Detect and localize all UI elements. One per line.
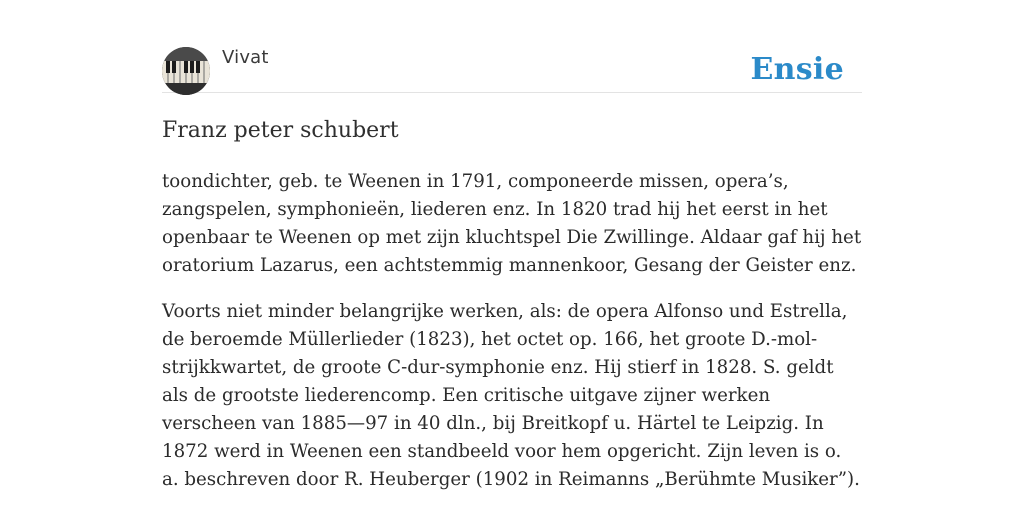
author-name[interactable]: Vivat: [222, 47, 269, 68]
article-title: Franz peter schubert: [162, 118, 399, 143]
page-container: [162, 0, 862, 490]
brand-logo[interactable]: Ensie: [750, 52, 844, 87]
piano-keys-icon: [162, 47, 210, 95]
article-paragraph: Voorts niet minder belangrijke werken, als: de opera Alfonso und Estrella, de beroemde Müllerlieder (1823), het octet op. 166, het groote D.-mol-strijkkwartet, de groote C-dur-symphonie enz. Hij stierf in 1828. S. geldt als de grootste liederencomp. Een critische uitgave zijner werken verscheen van 1885—97 in 40 dln., bij Breitkopf u. Härtel te Leipzig. In 1872 werd in Weenen een standbeeld voor hem opgericht. Zijn leven is o. a. beschreven door R. Heuberger (1902 in Reimanns „Berühmte Musiker”).: [162, 301, 860, 490]
article-body: [162, 168, 862, 512]
avatar[interactable]: [162, 47, 210, 95]
article-paragraph: toondichter, geb. te Weenen in 1791, componeerde missen, opera’s, zangspelen, symphonieën, liederen enz. In 1820 trad hij het eerst in het openbaar te Weenen op met zijn kluchtspel Die Zwillinge. Aldaar gaf hij het oratorium Lazarus, een achtstemmig mannenkoor, Gesang der Geister enz.: [162, 171, 862, 276]
header: [162, 0, 862, 93]
